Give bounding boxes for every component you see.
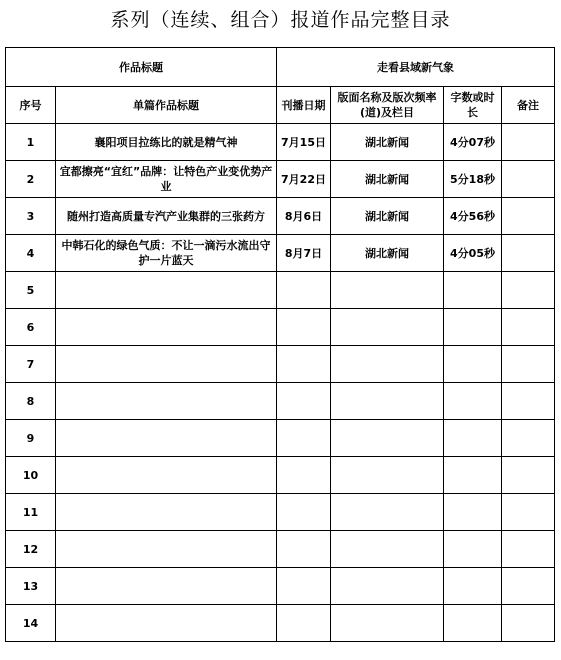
row-section-name	[331, 494, 444, 531]
row-length: 4分56秒	[444, 198, 502, 235]
table-row	[6, 568, 555, 605]
row-article-title: 随州打造高质量专汽产业集群的三张药方	[56, 198, 277, 235]
work-title-label: 作品标题	[6, 48, 277, 87]
row-section-name	[331, 346, 444, 383]
header-length: 字数或时长	[444, 87, 502, 124]
table-row	[6, 309, 555, 346]
table-row	[6, 531, 555, 568]
header-article-title: 单篇作品标题	[56, 87, 277, 124]
header-remarks: 备注	[502, 87, 555, 124]
row-broadcast-date	[277, 383, 331, 420]
work-title-value: 走看县域新气象	[277, 48, 555, 87]
row-length: 4分07秒	[444, 124, 502, 161]
table-header-row	[6, 87, 555, 124]
row-article-title	[56, 383, 277, 420]
row-length	[444, 272, 502, 309]
row-broadcast-date	[277, 346, 331, 383]
row-index: 13	[6, 568, 56, 605]
row-length	[444, 494, 502, 531]
row-length	[444, 568, 502, 605]
row-article-title: 襄阳项目拉练比的就是精气神	[56, 124, 277, 161]
row-length	[444, 383, 502, 420]
row-index: 11	[6, 494, 56, 531]
row-broadcast-date	[277, 272, 331, 309]
row-index: 5	[6, 272, 56, 309]
row-article-title: 宜都擦亮“宜红”品牌：让特色产业变优势产业	[56, 161, 277, 198]
row-index: 1	[6, 124, 56, 161]
row-remarks	[502, 531, 555, 568]
table-row	[6, 198, 555, 235]
row-length	[444, 531, 502, 568]
row-section-name	[331, 383, 444, 420]
table-row	[6, 383, 555, 420]
row-index: 6	[6, 309, 56, 346]
row-index: 8	[6, 383, 56, 420]
table-row	[6, 235, 555, 272]
row-broadcast-date: 8月6日	[277, 198, 331, 235]
row-broadcast-date	[277, 457, 331, 494]
row-length	[444, 309, 502, 346]
row-length	[444, 346, 502, 383]
row-remarks	[502, 383, 555, 420]
row-broadcast-date	[277, 494, 331, 531]
row-index: 12	[6, 531, 56, 568]
table-row	[6, 494, 555, 531]
row-broadcast-date	[277, 605, 331, 642]
row-length	[444, 420, 502, 457]
row-index: 14	[6, 605, 56, 642]
row-broadcast-date	[277, 568, 331, 605]
row-remarks	[502, 605, 555, 642]
row-section-name: 湖北新闻	[331, 198, 444, 235]
row-section-name	[331, 420, 444, 457]
row-article-title	[56, 346, 277, 383]
row-index: 4	[6, 235, 56, 272]
row-article-title	[56, 457, 277, 494]
row-article-title	[56, 272, 277, 309]
row-section-name: 湖北新闻	[331, 161, 444, 198]
row-section-name	[331, 309, 444, 346]
row-index: 7	[6, 346, 56, 383]
row-article-title	[56, 494, 277, 531]
row-broadcast-date: 7月22日	[277, 161, 331, 198]
row-section-name	[331, 531, 444, 568]
table-row	[6, 124, 555, 161]
row-article-title	[56, 568, 277, 605]
row-broadcast-date: 7月15日	[277, 124, 331, 161]
row-section-name: 湖北新闻	[331, 124, 444, 161]
table-row	[6, 161, 555, 198]
row-remarks	[502, 235, 555, 272]
row-remarks	[502, 457, 555, 494]
row-section-name	[331, 605, 444, 642]
row-article-title: 中韩石化的绿色气质：不让一滴污水流出守护一片蓝天	[56, 235, 277, 272]
row-remarks	[502, 346, 555, 383]
row-section-name	[331, 272, 444, 309]
row-index: 9	[6, 420, 56, 457]
page-title: 系列（连续、组合）报道作品完整目录	[110, 9, 451, 31]
row-length	[444, 605, 502, 642]
header-broadcast-date: 刊播日期	[277, 87, 331, 124]
catalog-table	[5, 47, 555, 642]
table-row	[6, 346, 555, 383]
row-remarks	[502, 124, 555, 161]
header-section-name: 版面名称及版次频率(道)及栏目	[331, 87, 444, 124]
row-length: 5分18秒	[444, 161, 502, 198]
row-remarks	[502, 494, 555, 531]
header-index: 序号	[6, 87, 56, 124]
row-broadcast-date	[277, 309, 331, 346]
row-remarks	[502, 420, 555, 457]
row-remarks	[502, 309, 555, 346]
row-article-title	[56, 531, 277, 568]
row-broadcast-date: 8月7日	[277, 235, 331, 272]
table-row	[6, 605, 555, 642]
row-broadcast-date	[277, 531, 331, 568]
row-length: 4分05秒	[444, 235, 502, 272]
row-article-title	[56, 605, 277, 642]
row-article-title	[56, 309, 277, 346]
row-section-name: 湖北新闻	[331, 235, 444, 272]
row-section-name	[331, 457, 444, 494]
row-remarks	[502, 272, 555, 309]
work-title-row	[6, 48, 555, 87]
row-length	[444, 457, 502, 494]
row-section-name	[331, 568, 444, 605]
row-broadcast-date	[277, 420, 331, 457]
row-index: 10	[6, 457, 56, 494]
table-row	[6, 457, 555, 494]
row-index: 2	[6, 161, 56, 198]
row-remarks	[502, 161, 555, 198]
row-remarks	[502, 198, 555, 235]
row-remarks	[502, 568, 555, 605]
table-row	[6, 272, 555, 309]
row-article-title	[56, 420, 277, 457]
row-index: 3	[6, 198, 56, 235]
table-row	[6, 420, 555, 457]
